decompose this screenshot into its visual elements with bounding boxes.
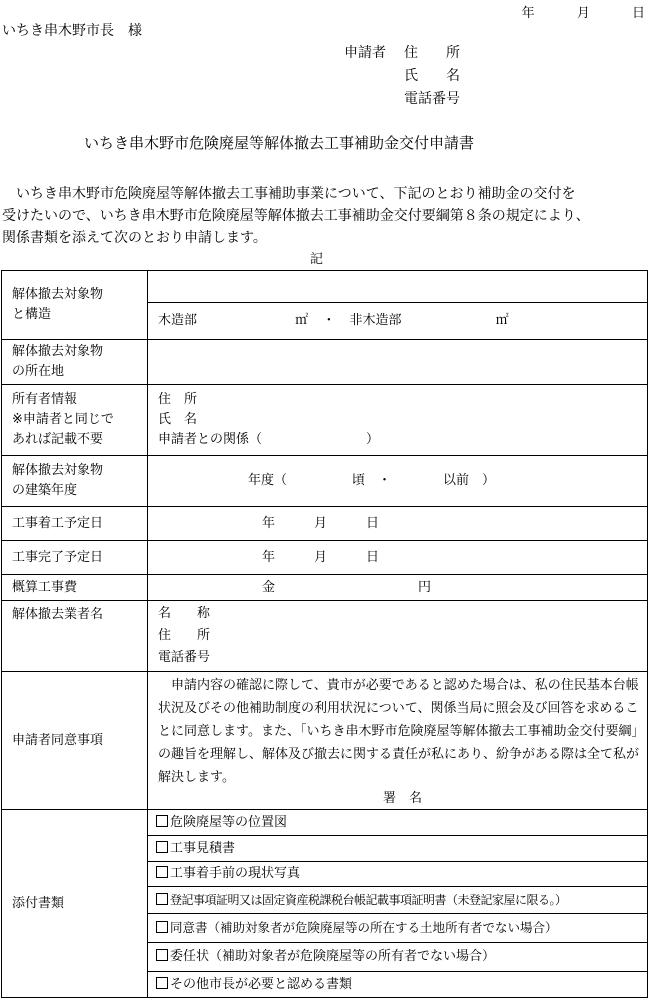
owner-relation: 申請者との関係（ ） (158, 432, 380, 447)
page-title: いちき串木野市危険廃屋等解体撤去工事補助金交付申請書 (84, 134, 475, 152)
date-day: 日 (631, 6, 645, 21)
cost-label: 概算工事費 (2, 575, 148, 601)
checkbox-icon[interactable] (156, 841, 168, 853)
built-year-cell[interactable] (148, 456, 648, 507)
start-date-value: 年 月 日 (262, 515, 380, 531)
attachment-item[interactable]: 危険廃屋等の位置図 (148, 810, 648, 836)
cost-cell[interactable] (148, 575, 648, 601)
consent-label: 申請者同意事項 (2, 672, 148, 810)
end-date-cell[interactable] (148, 541, 648, 575)
applicant-address-label: 住 所 (404, 45, 460, 61)
built-year-label: 解体撤去対象物 の建築年度 (2, 456, 148, 507)
attachment-item[interactable]: 工事見積書 (148, 836, 648, 862)
consent-text: 申請内容の確認に際して、貴市が必要であると認めた場合は、私の住民基本台帳状況及びその他補助制度の利用状況について、関係当局に照会及び回答を求めることに同意します。また、「いちき串木野市危険廃屋等解体撤去工事補助金交付要綱」の趣旨を理解し、解体及び撤去に関する責任が私にあり、紛争がある際は全て私が解決します。 (158, 678, 640, 785)
end-date-label: 工事完了予定日 (2, 541, 148, 575)
contractor-phone: 電話番号 (158, 650, 211, 665)
consent-cell[interactable] (148, 672, 648, 810)
built-year-value: 年度（ 頃 ・ 以前 ） (248, 473, 496, 488)
checkbox-icon[interactable] (156, 866, 168, 878)
contractor-address: 住 所 (158, 628, 211, 643)
start-date-cell[interactable] (148, 507, 648, 541)
attachment-item[interactable]: 委任状（補助対象者が危険廃屋等の所有者でない場合） (148, 943, 648, 972)
checkbox-icon[interactable] (156, 893, 168, 905)
applicant-label: 申請者 (344, 45, 386, 61)
contractor-cell[interactable] (148, 601, 648, 672)
attachments-label: 添付書類 (2, 810, 148, 998)
location-cell[interactable] (148, 340, 648, 385)
date-line (522, 2, 645, 21)
application-form-table (1, 270, 648, 998)
checkbox-icon[interactable] (156, 815, 168, 827)
attachment-item[interactable]: 工事着手前の現状写真 (148, 862, 648, 887)
intro-line-2: 受けたいので、いちき串木野市危険廃屋等解体撤去工事補助金交付要綱第８条の規定により、 (2, 208, 590, 224)
owner-address: 住 所 (158, 392, 198, 407)
contractor-label: 解体撤去業者名 (2, 601, 148, 672)
addressee: いちき串木野市長 様 (2, 23, 142, 39)
nonwood-unit: ㎡ (495, 313, 509, 328)
structure-label: 解体撤去対象物 と構造 (2, 271, 148, 340)
structure-area-cell[interactable] (148, 303, 648, 340)
signature-label: 署 名 (382, 791, 422, 806)
attachment-item[interactable]: 同意書（補助対象者が危険廃屋等の所在する土地所有者でない場合） (148, 914, 648, 943)
checkbox-icon[interactable] (156, 921, 168, 933)
date-year: 年 (521, 6, 535, 21)
applicant-phone-label: 電話番号 (404, 91, 460, 107)
intro-line-3: 関係書類を添えて次のとおり申請します。 (2, 230, 267, 246)
owner-cell[interactable] (148, 385, 648, 456)
wood-label: 木造部 (158, 313, 198, 328)
checkbox-icon[interactable] (156, 977, 168, 989)
attachment-item[interactable]: その他市長が必要と認める書類 (148, 972, 648, 998)
nonwood-label: 非木造部 (349, 313, 402, 328)
structure-top-cell[interactable] (148, 271, 648, 303)
owner-label: 所有者情報 ※申請者と同じで あれば記載不要 (2, 385, 148, 456)
cost-value: 金 円 (262, 579, 432, 595)
area-separator: ・ (322, 313, 336, 328)
wood-unit: ㎡ (295, 313, 309, 328)
checkbox-icon[interactable] (156, 949, 168, 961)
attachment-item[interactable]: 登記事項証明又は固定資産税課税台帳記載事項証明書（未登記家屋に限る。） (148, 887, 648, 914)
intro-line-1: いちき串木野市危険廃屋等解体撤去工事補助事業について、下記のとおり補助金の交付を (2, 186, 576, 202)
contractor-name: 名 称 (158, 606, 211, 621)
intro-paragraph (2, 183, 647, 249)
end-date-value: 年 月 日 (262, 549, 380, 565)
date-month: 月 (576, 6, 590, 21)
owner-name: 氏 名 (158, 412, 198, 427)
location-label: 解体撤去対象物 の所在地 (2, 340, 148, 385)
applicant-name-label: 氏 名 (404, 68, 460, 84)
start-date-label: 工事着工予定日 (2, 507, 148, 541)
ki-heading: 記 (310, 252, 324, 267)
